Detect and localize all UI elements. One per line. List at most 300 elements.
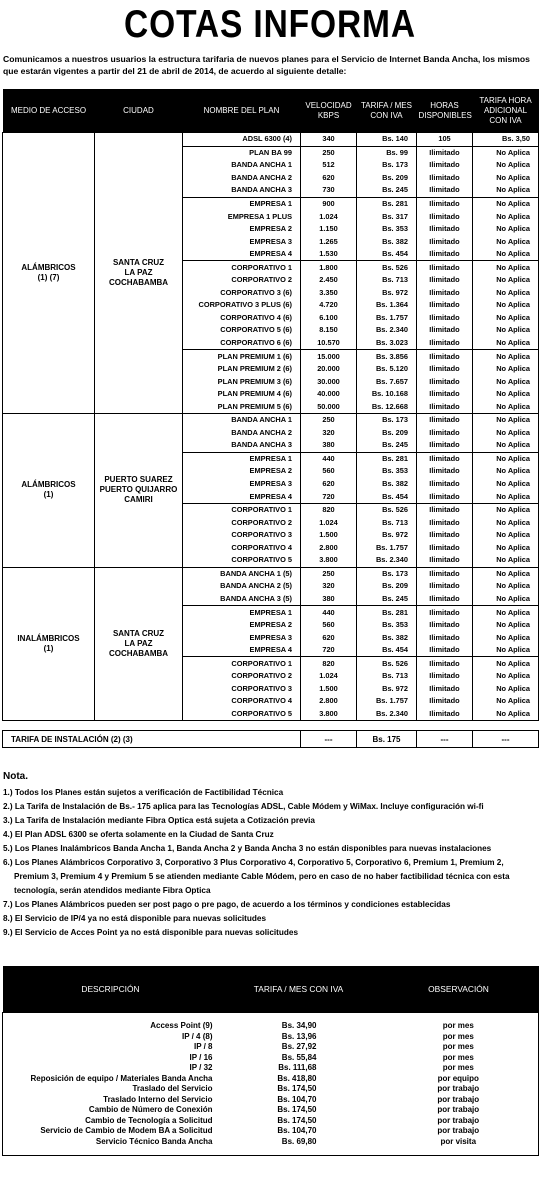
- plan-name-cell: CORPORATIVO 4 (6): [183, 312, 301, 325]
- tarifa-cell: Bs. 382: [357, 631, 417, 644]
- service-description-cell: Cambio de Número de Conexión: [88, 1105, 213, 1115]
- note-item: 7.) Los Planes Alámbricos pueden ser post pago o pre pago, de acuerdo a los términos y condiciones establecidas: [3, 900, 451, 909]
- tarifa-hora-cell: No Aplica: [473, 465, 539, 478]
- velocidad-cell: 2.450: [301, 274, 357, 287]
- table-row: [3, 1063, 539, 1074]
- table-row: [3, 1137, 539, 1148]
- ciudad-cell: PUERTO SUAREZ PUERTO QUIJARRO CAMIRI: [95, 414, 183, 568]
- tarifa-hora-cell: No Aplica: [473, 287, 539, 300]
- tarifa-cell: Bs. 2.340: [357, 708, 417, 721]
- velocidad-cell: 30.000: [301, 375, 357, 388]
- horas-cell: Ilimitado: [417, 427, 473, 440]
- tarifa-cell: Bs. 245: [357, 184, 417, 197]
- plan-name-cell: CORPORATIVO 2: [183, 670, 301, 683]
- tarifa-hora-cell: No Aplica: [473, 235, 539, 248]
- tarifa-cell: Bs. 713: [357, 516, 417, 529]
- header-horas: HORAS DISPONIBLES: [417, 89, 473, 133]
- horas-cell: Ilimitado: [417, 657, 473, 670]
- tarifa-hora-cell: No Aplica: [473, 400, 539, 413]
- tarifa-cell: Bs. 2.340: [357, 554, 417, 567]
- tarifa-hora-cell: No Aplica: [473, 414, 539, 427]
- plan-name-cell: CORPORATIVO 3 PLUS (6): [183, 299, 301, 312]
- plan-name-cell: PLAN PREMIUM 3 (6): [183, 375, 301, 388]
- velocidad-cell: 1.530: [301, 248, 357, 261]
- tarifa-cell: Bs. 209: [357, 580, 417, 593]
- header-tarifa-hora: TARIFA HORA ADICIONAL CON IVA: [473, 89, 539, 133]
- tarifa-hora-cell: No Aplica: [473, 657, 539, 670]
- services-header-tarifa: TARIFA / MES CON IVA: [219, 966, 379, 1013]
- note-item: 2.) La Tarifa de Instalación de Bs.- 175 aplica para las Tecnologías ADSL, Cable Módem y WiMax. Incluye configuración wi-fi: [3, 802, 484, 811]
- plan-name-cell: EMPRESA 3: [183, 478, 301, 491]
- tarifa-cell: Bs. 353: [357, 223, 417, 236]
- tarifa-cell: Bs. 173: [357, 159, 417, 172]
- medio-acceso-cell: ALÁMBRICOS (1) (7): [3, 133, 95, 414]
- service-observacion-cell: por trabajo: [437, 1105, 480, 1115]
- velocidad-cell: 1.265: [301, 235, 357, 248]
- horas-cell: Ilimitado: [417, 644, 473, 657]
- tarifa-hora-cell: No Aplica: [473, 337, 539, 350]
- tarifa-hora-cell: No Aplica: [473, 567, 539, 580]
- service-observacion-cell: por trabajo: [437, 1115, 480, 1125]
- tarifa-cell: Bs. 526: [357, 503, 417, 516]
- plan-name-cell: BANDA ANCHA 2 (5): [183, 580, 301, 593]
- service-observacion-cell: por mes: [442, 1021, 474, 1031]
- tarifa-hora-cell: No Aplica: [473, 683, 539, 696]
- plan-name-cell: CORPORATIVO 3: [183, 529, 301, 542]
- service-description-cell: Traslado del Servicio: [132, 1084, 213, 1094]
- velocidad-cell: 15.000: [301, 350, 357, 363]
- tarifa-hora-cell: Bs. 3,50: [473, 133, 539, 147]
- service-observacion-cell: por trabajo: [437, 1126, 480, 1136]
- plan-name-cell: EMPRESA 4: [183, 644, 301, 657]
- tarifa-cell: Bs. 382: [357, 235, 417, 248]
- service-description-cell: Servicio de Cambio de Modem BA a Solicitud: [40, 1126, 213, 1136]
- tarifa-hora-cell: No Aplica: [473, 644, 539, 657]
- services-header-descripcion: DESCRIPCIÓN: [3, 966, 219, 1013]
- plan-name-cell: CORPORATIVO 4: [183, 695, 301, 708]
- plan-name-cell: EMPRESA 1: [183, 452, 301, 465]
- service-description-cell: Cambio de Tecnología a Solicitud: [85, 1115, 213, 1125]
- plan-name-cell: CORPORATIVO 5 (6): [183, 324, 301, 337]
- tarifa-cell: Bs. 454: [357, 644, 417, 657]
- tarifa-hora-cell: No Aplica: [473, 184, 539, 197]
- notes-title: Nota.: [3, 771, 28, 782]
- table-row: [3, 567, 539, 580]
- tarifa-cell: Bs. 454: [357, 248, 417, 261]
- tarifa-cell: Bs. 99: [357, 146, 417, 159]
- tarifa-cell: Bs. 382: [357, 478, 417, 491]
- installation-horas: ---: [417, 731, 473, 748]
- spacer-cell: [3, 1013, 539, 1022]
- header-velocidad: VELOCIDAD KBPS: [301, 89, 357, 133]
- tarifa-cell: Bs. 209: [357, 427, 417, 440]
- tarifa-cell: Bs. 972: [357, 683, 417, 696]
- horas-cell: Ilimitado: [417, 287, 473, 300]
- tarifa-hora-cell: No Aplica: [473, 248, 539, 261]
- service-observacion-cell: por trabajo: [437, 1094, 480, 1104]
- velocidad-cell: 40.000: [301, 388, 357, 401]
- tarifa-cell: Bs. 12.668: [357, 400, 417, 413]
- service-observacion-cell: por mes: [442, 1052, 474, 1062]
- horas-cell: Ilimitado: [417, 619, 473, 632]
- tarifa-hora-cell: No Aplica: [473, 503, 539, 516]
- tarifa-cell: Bs. 454: [357, 490, 417, 503]
- tarifa-cell: Bs. 3.023: [357, 337, 417, 350]
- tarifa-hora-cell: No Aplica: [473, 210, 539, 223]
- tarifa-hora-cell: No Aplica: [473, 708, 539, 721]
- horas-cell: Ilimitado: [417, 529, 473, 542]
- horas-cell: Ilimitado: [417, 248, 473, 261]
- velocidad-cell: 8.150: [301, 324, 357, 337]
- horas-cell: Ilimitado: [417, 235, 473, 248]
- tariff-table: [2, 89, 539, 721]
- plan-name-cell: EMPRESA 2: [183, 619, 301, 632]
- service-tarifa-cell: Bs. 27,92: [281, 1042, 317, 1052]
- velocidad-cell: 620: [301, 478, 357, 491]
- velocidad-cell: 340: [301, 133, 357, 147]
- horas-cell: Ilimitado: [417, 490, 473, 503]
- velocidad-cell: 1.024: [301, 670, 357, 683]
- tarifa-cell: Bs. 1.364: [357, 299, 417, 312]
- note-item: 3.) La Tarifa de Instalación mediante Fibra Optica está sujeta a Cotización previa: [3, 816, 315, 825]
- service-description-cell: IP / 8: [193, 1042, 213, 1052]
- plan-name-cell: EMPRESA 1 PLUS: [183, 210, 301, 223]
- horas-cell: Ilimitado: [417, 695, 473, 708]
- tarifa-hora-cell: No Aplica: [473, 261, 539, 274]
- plan-name-cell: EMPRESA 1: [183, 606, 301, 619]
- tarifa-hora-cell: No Aplica: [473, 223, 539, 236]
- tarifa-hora-cell: No Aplica: [473, 529, 539, 542]
- velocidad-cell: 1.024: [301, 516, 357, 529]
- tarifa-cell: Bs. 5.120: [357, 363, 417, 376]
- horas-cell: 105: [417, 133, 473, 147]
- velocidad-cell: 10.570: [301, 337, 357, 350]
- velocidad-cell: 50.000: [301, 400, 357, 413]
- velocidad-cell: 250: [301, 414, 357, 427]
- service-tarifa-cell: Bs. 111,68: [278, 1063, 317, 1073]
- service-tarifa-cell: Bs. 104,70: [277, 1094, 317, 1104]
- horas-cell: Ilimitado: [417, 375, 473, 388]
- service-observacion-cell: por trabajo: [437, 1084, 480, 1094]
- plan-name-cell: PLAN PREMIUM 2 (6): [183, 363, 301, 376]
- note-item: 8.) El Servicio de IP/4 ya no está disponible para nuevas solicitudes: [3, 914, 267, 923]
- services-body: [3, 1013, 539, 1156]
- service-description-cell: Traslado Interno del Servicio: [103, 1094, 213, 1104]
- velocidad-cell: 1.500: [301, 683, 357, 696]
- horas-cell: Ilimitado: [417, 363, 473, 376]
- plan-name-cell: ADSL 6300 (4): [183, 133, 301, 147]
- plan-name-cell: PLAN PREMIUM 4 (6): [183, 388, 301, 401]
- plan-name-cell: CORPORATIVO 3: [183, 683, 301, 696]
- velocidad-cell: 250: [301, 567, 357, 580]
- spacer-row: [3, 1147, 539, 1156]
- velocidad-cell: 620: [301, 172, 357, 185]
- tarifa-cell: Bs. 209: [357, 172, 417, 185]
- tarifa-hora-cell: No Aplica: [473, 670, 539, 683]
- horas-cell: Ilimitado: [417, 400, 473, 413]
- table-row: [3, 414, 539, 427]
- service-tarifa-cell: Bs. 55,84: [281, 1052, 317, 1062]
- installation-adicional: ---: [473, 731, 539, 748]
- tarifa-hora-cell: No Aplica: [473, 619, 539, 632]
- ciudad-cell: SANTA CRUZ LA PAZ COCHABAMBA: [95, 567, 183, 721]
- plan-name-cell: EMPRESA 3: [183, 235, 301, 248]
- service-observacion-cell: por mes: [442, 1063, 474, 1073]
- horas-cell: Ilimitado: [417, 683, 473, 696]
- plan-name-cell: BANDA ANCHA 1: [183, 159, 301, 172]
- horas-cell: Ilimitado: [417, 593, 473, 606]
- velocidad-cell: 3.800: [301, 708, 357, 721]
- velocidad-cell: 730: [301, 184, 357, 197]
- service-description-cell: IP / 32: [189, 1063, 213, 1073]
- table-row: [3, 1042, 539, 1053]
- horas-cell: Ilimitado: [417, 606, 473, 619]
- table-row: [3, 1074, 539, 1085]
- spacer-row: [3, 1013, 539, 1022]
- tarifa-cell: Bs. 2.340: [357, 324, 417, 337]
- note-item: 6.) Los Planes Alámbricos Corporativo 3, Corporativo 3 Plus Corporativo 4, Corporativo 5, Corporativo 6, Premium 1, Premium 2, Premium 3, Premium 4 y Premium 5 se atienden mediante Cable Módem, pero en caso de no haber factibilidad técnica con esta tecnología, serán atendidos mediante Fibra Optica: [3, 858, 510, 895]
- service-tarifa-cell: Bs. 13,96: [281, 1031, 317, 1041]
- intro-text: Comunicamos a nuestros usuarios la estructura tarifaria de nuevos planes para el Servicio de Internet Banda Ancha, los mismos que estarán vigentes a partir del 21 de abril de 2014, de acuerdo al siguiente detalle:: [3, 54, 530, 76]
- tarifa-cell: Bs. 353: [357, 465, 417, 478]
- tarifa-cell: Bs. 245: [357, 439, 417, 452]
- service-tarifa-cell: Bs. 174,50: [277, 1084, 317, 1094]
- plan-name-cell: BANDA ANCHA 1 (5): [183, 567, 301, 580]
- horas-cell: Ilimitado: [417, 184, 473, 197]
- tarifa-hora-cell: No Aplica: [473, 606, 539, 619]
- velocidad-cell: 440: [301, 452, 357, 465]
- horas-cell: Ilimitado: [417, 452, 473, 465]
- plan-name-cell: CORPORATIVO 5: [183, 554, 301, 567]
- service-description-cell: Access Point (9): [150, 1021, 213, 1031]
- plan-name-cell: EMPRESA 4: [183, 248, 301, 261]
- horas-cell: Ilimitado: [417, 350, 473, 363]
- horas-cell: Ilimitado: [417, 580, 473, 593]
- tarifa-cell: Bs. 1.757: [357, 542, 417, 555]
- velocidad-cell: 380: [301, 593, 357, 606]
- horas-cell: Ilimitado: [417, 324, 473, 337]
- tarifa-cell: Bs. 173: [357, 414, 417, 427]
- horas-cell: Ilimitado: [417, 516, 473, 529]
- plan-name-cell: EMPRESA 1: [183, 197, 301, 210]
- header-plan: NOMBRE DEL PLAN: [183, 89, 301, 133]
- service-observacion-cell: por mes: [442, 1031, 474, 1041]
- velocidad-cell: 320: [301, 580, 357, 593]
- velocidad-cell: 512: [301, 159, 357, 172]
- velocidad-cell: 320: [301, 427, 357, 440]
- table-row: [3, 1021, 539, 1032]
- installation-table: [2, 730, 539, 748]
- installation-row: [3, 731, 539, 748]
- note-item: 5.) Los Planes Inalámbricos Banda Ancha 1, Banda Ancha 2 y Banda Ancha 3 no están disponibles para nuevas instalaciones: [3, 844, 492, 853]
- table-row: [3, 1084, 539, 1095]
- tarifa-cell: Bs. 1.757: [357, 695, 417, 708]
- velocidad-cell: 3.800: [301, 554, 357, 567]
- velocidad-cell: 2.800: [301, 695, 357, 708]
- table-row: [3, 133, 539, 147]
- tarifa-cell: Bs. 140: [357, 133, 417, 147]
- plan-name-cell: BANDA ANCHA 3: [183, 184, 301, 197]
- tariff-header-row: [3, 89, 539, 133]
- plan-name-cell: CORPORATIVO 2: [183, 274, 301, 287]
- service-description-cell: Servicio Técnico Banda Ancha: [95, 1136, 213, 1146]
- horas-cell: Ilimitado: [417, 708, 473, 721]
- velocidad-cell: 440: [301, 606, 357, 619]
- spacer-cell: [3, 1147, 539, 1156]
- note-item: 9.) El Servicio de Acces Point ya no está disponible para nuevas solicitudes: [3, 928, 299, 937]
- tarifa-hora-cell: No Aplica: [473, 172, 539, 185]
- horas-cell: Ilimitado: [417, 465, 473, 478]
- horas-cell: Ilimitado: [417, 670, 473, 683]
- tarifa-hora-cell: No Aplica: [473, 631, 539, 644]
- plan-name-cell: CORPORATIVO 1: [183, 261, 301, 274]
- service-tarifa-cell: Bs. 174,50: [277, 1115, 317, 1125]
- service-tarifa-cell: Bs. 104,70: [277, 1126, 317, 1136]
- tarifa-hora-cell: No Aplica: [473, 350, 539, 363]
- horas-cell: Ilimitado: [417, 414, 473, 427]
- tarifa-cell: Bs. 317: [357, 210, 417, 223]
- page-title: COTAS INFORMA: [124, 3, 416, 46]
- tarifa-hora-cell: No Aplica: [473, 312, 539, 325]
- plan-name-cell: EMPRESA 3: [183, 631, 301, 644]
- tarifa-cell: Bs. 7.657: [357, 375, 417, 388]
- horas-cell: Ilimitado: [417, 261, 473, 274]
- velocidad-cell: 2.800: [301, 542, 357, 555]
- velocidad-cell: 3.350: [301, 287, 357, 300]
- velocidad-cell: 1.800: [301, 261, 357, 274]
- horas-cell: Ilimitado: [417, 554, 473, 567]
- medio-acceso-cell: INALÁMBRICOS (1): [3, 567, 95, 721]
- tarifa-hora-cell: No Aplica: [473, 452, 539, 465]
- service-description-cell: IP / 4 (8): [181, 1031, 213, 1041]
- plan-name-cell: CORPORATIVO 1: [183, 657, 301, 670]
- service-observacion-cell: por visita: [440, 1136, 477, 1146]
- horas-cell: Ilimitado: [417, 542, 473, 555]
- tarifa-hora-cell: No Aplica: [473, 542, 539, 555]
- horas-cell: Ilimitado: [417, 503, 473, 516]
- table-row: [3, 1095, 539, 1106]
- tarifa-hora-cell: No Aplica: [473, 516, 539, 529]
- plan-name-cell: EMPRESA 4: [183, 490, 301, 503]
- plan-name-cell: BANDA ANCHA 1: [183, 414, 301, 427]
- tarifa-cell: Bs. 526: [357, 261, 417, 274]
- horas-cell: Ilimitado: [417, 312, 473, 325]
- velocidad-cell: 20.000: [301, 363, 357, 376]
- tarifa-hora-cell: No Aplica: [473, 439, 539, 452]
- table-row: [3, 1105, 539, 1116]
- velocidad-cell: 900: [301, 197, 357, 210]
- horas-cell: Ilimitado: [417, 146, 473, 159]
- velocidad-cell: 1.500: [301, 529, 357, 542]
- plan-name-cell: CORPORATIVO 4: [183, 542, 301, 555]
- plan-name-cell: CORPORATIVO 3 (6): [183, 287, 301, 300]
- service-tarifa-cell: Bs. 69,80: [281, 1136, 317, 1146]
- plan-name-cell: PLAN BA 99: [183, 146, 301, 159]
- tarifa-hora-cell: No Aplica: [473, 427, 539, 440]
- notes-list: [3, 786, 537, 940]
- tarifa-hora-cell: No Aplica: [473, 159, 539, 172]
- horas-cell: Ilimitado: [417, 210, 473, 223]
- tarifa-hora-cell: No Aplica: [473, 388, 539, 401]
- note-item: 4.) El Plan ADSL 6300 se oferta solamente en la Ciudad de Santa Cruz: [3, 830, 274, 839]
- tarifa-cell: Bs. 972: [357, 529, 417, 542]
- tarifa-cell: Bs. 281: [357, 452, 417, 465]
- velocidad-cell: 720: [301, 490, 357, 503]
- tarifa-cell: Bs. 972: [357, 287, 417, 300]
- velocidad-cell: 6.100: [301, 312, 357, 325]
- tarifa-cell: Bs. 526: [357, 657, 417, 670]
- installation-tarifa: Bs. 175: [357, 731, 417, 748]
- services-table: [2, 966, 539, 1156]
- horas-cell: Ilimitado: [417, 159, 473, 172]
- medio-acceso-cell: ALÁMBRICOS (1): [3, 414, 95, 568]
- velocidad-cell: 720: [301, 644, 357, 657]
- header-ciudad: CIUDAD: [95, 89, 183, 133]
- table-row: [3, 1032, 539, 1043]
- ciudad-cell: SANTA CRUZ LA PAZ COCHABAMBA: [95, 133, 183, 414]
- tarifa-cell: Bs. 3.856: [357, 350, 417, 363]
- horas-cell: Ilimitado: [417, 478, 473, 491]
- horas-cell: Ilimitado: [417, 388, 473, 401]
- services-header-observacion: OBSERVACIÓN: [379, 966, 539, 1013]
- tarifa-cell: Bs. 353: [357, 619, 417, 632]
- velocidad-cell: 820: [301, 503, 357, 516]
- horas-cell: Ilimitado: [417, 274, 473, 287]
- installation-velocidad: ---: [301, 731, 357, 748]
- horas-cell: Ilimitado: [417, 172, 473, 185]
- tariff-body: [3, 133, 539, 721]
- tarifa-cell: Bs. 10.168: [357, 388, 417, 401]
- horas-cell: Ilimitado: [417, 439, 473, 452]
- tarifa-hora-cell: No Aplica: [473, 363, 539, 376]
- velocidad-cell: 620: [301, 631, 357, 644]
- horas-cell: Ilimitado: [417, 567, 473, 580]
- service-description-cell: IP / 16: [189, 1052, 213, 1062]
- tarifa-hora-cell: No Aplica: [473, 490, 539, 503]
- plan-name-cell: CORPORATIVO 5: [183, 708, 301, 721]
- velocidad-cell: 820: [301, 657, 357, 670]
- velocidad-cell: 560: [301, 619, 357, 632]
- service-tarifa-cell: Bs. 34,90: [281, 1021, 317, 1031]
- service-description-cell: Reposición de equipo / Materiales Banda Ancha: [30, 1073, 213, 1083]
- horas-cell: Ilimitado: [417, 223, 473, 236]
- tarifa-cell: Bs. 245: [357, 593, 417, 606]
- tarifa-cell: Bs. 713: [357, 670, 417, 683]
- plan-name-cell: CORPORATIVO 6 (6): [183, 337, 301, 350]
- notes-section: [3, 770, 537, 940]
- velocidad-cell: 250: [301, 146, 357, 159]
- note-item: 1.) Todos los Planes están sujetos a verificación de Factibilidad Técnica: [3, 788, 284, 797]
- header-medio: MEDIO DE ACCESO: [3, 89, 95, 133]
- tarifa-cell: Bs. 1.757: [357, 312, 417, 325]
- tarifa-hora-cell: No Aplica: [473, 593, 539, 606]
- plan-name-cell: PLAN PREMIUM 5 (6): [183, 400, 301, 413]
- tarifa-hora-cell: No Aplica: [473, 324, 539, 337]
- horas-cell: Ilimitado: [417, 337, 473, 350]
- velocidad-cell: 1.150: [301, 223, 357, 236]
- velocidad-cell: 380: [301, 439, 357, 452]
- plan-name-cell: BANDA ANCHA 3 (5): [183, 593, 301, 606]
- tarifa-cell: Bs. 281: [357, 197, 417, 210]
- table-row: [3, 1126, 539, 1137]
- tarifa-hora-cell: No Aplica: [473, 375, 539, 388]
- plan-name-cell: BANDA ANCHA 2: [183, 172, 301, 185]
- tarifa-hora-cell: No Aplica: [473, 274, 539, 287]
- header-tarifa: TARIFA / MES CON IVA: [357, 89, 417, 133]
- tarifa-hora-cell: No Aplica: [473, 580, 539, 593]
- tarifa-hora-cell: No Aplica: [473, 299, 539, 312]
- service-tarifa-cell: Bs. 418,80: [277, 1073, 317, 1083]
